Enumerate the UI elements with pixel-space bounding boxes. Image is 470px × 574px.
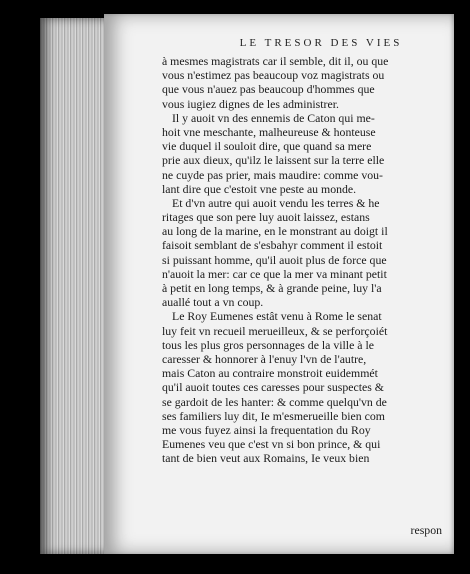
text-line: lant dire que c'estoit vne peste au monde.: [162, 181, 357, 196]
text-line: vous n'estimez pas beaucoup voz magistrats ou: [162, 68, 385, 83]
text-line: si puissant homme, qu'il auoit plus de force que: [162, 252, 387, 267]
text-line: me vous fuyez ainsi la frequentation du Roy: [162, 422, 371, 437]
text-line: hoit vne meschante, malheureuse & honteuse: [162, 124, 376, 139]
text-line: tous les plus gros personnages de la ville à le: [162, 337, 374, 352]
text-line: ritages que son pere luy auoit laissez, estans: [162, 210, 370, 225]
text-line: vie duquel il souloit dire, que quand sa mere: [162, 139, 372, 154]
text-line: qu'il auoit toutes ces caresses pour suspectes &: [162, 380, 384, 395]
text-line: caresser & honnorer à l'enuy l'vn de l'autre,: [162, 351, 367, 366]
text-line: Il y auoit vn des ennemis de Caton qui me-: [172, 110, 375, 125]
text-line: au long de la marine, en le monstrant au doigt il: [162, 224, 388, 239]
text-line: auallé tout a vn coup.: [162, 295, 264, 310]
book-page: [104, 14, 454, 554]
text-line: que vous n'auez pas beaucoup d'hommes que: [162, 82, 375, 97]
text-line: tant de bien veut aux Romains, Ie veux bien: [162, 451, 370, 466]
text-line: prie aux dieux, qu'ilz le laissent sur la terre elle: [162, 153, 385, 168]
running-head: LE TRESOR DES VIES: [239, 37, 403, 49]
text-line: se gardoit de les hanter: & comme quelqu'vn de: [162, 394, 387, 409]
text-line: n'auoit la mer: car ce que la mer va minant petit: [162, 266, 387, 281]
text-line: ses familiers luy dit, Ie m'esmerueille bien com: [162, 408, 385, 423]
text-line: luy feit vn recueil merueilleux, & se perforçoiét: [162, 323, 388, 338]
text-line: ne cuyde pas prier, mais maudire: comme vou-: [162, 167, 383, 182]
page-edges: [40, 18, 114, 554]
text-line: Eumenes veu que c'est vn si bon prince, & qui: [162, 437, 381, 452]
text-line: vous iugiez dignes de les administrer.: [162, 96, 339, 111]
text-line: à petit en long temps, & à grande peine, luy l'a: [162, 281, 382, 295]
text-block: [162, 54, 448, 465]
text-line: Et d'vn autre qui auoit vendu les terres & he: [172, 195, 380, 210]
text-line: à mesmes magistrats car il semble, dit il, ou que: [162, 54, 389, 68]
catchword: respon: [410, 523, 442, 537]
text-line: Le Roy Eumenes estât venu à Rome le senat: [172, 309, 382, 324]
text-line: mais Caton au contraire monstroit euidemmét: [162, 366, 378, 381]
text-line: faisoit semblant de s'esbahyr comment il estoit: [162, 238, 383, 253]
